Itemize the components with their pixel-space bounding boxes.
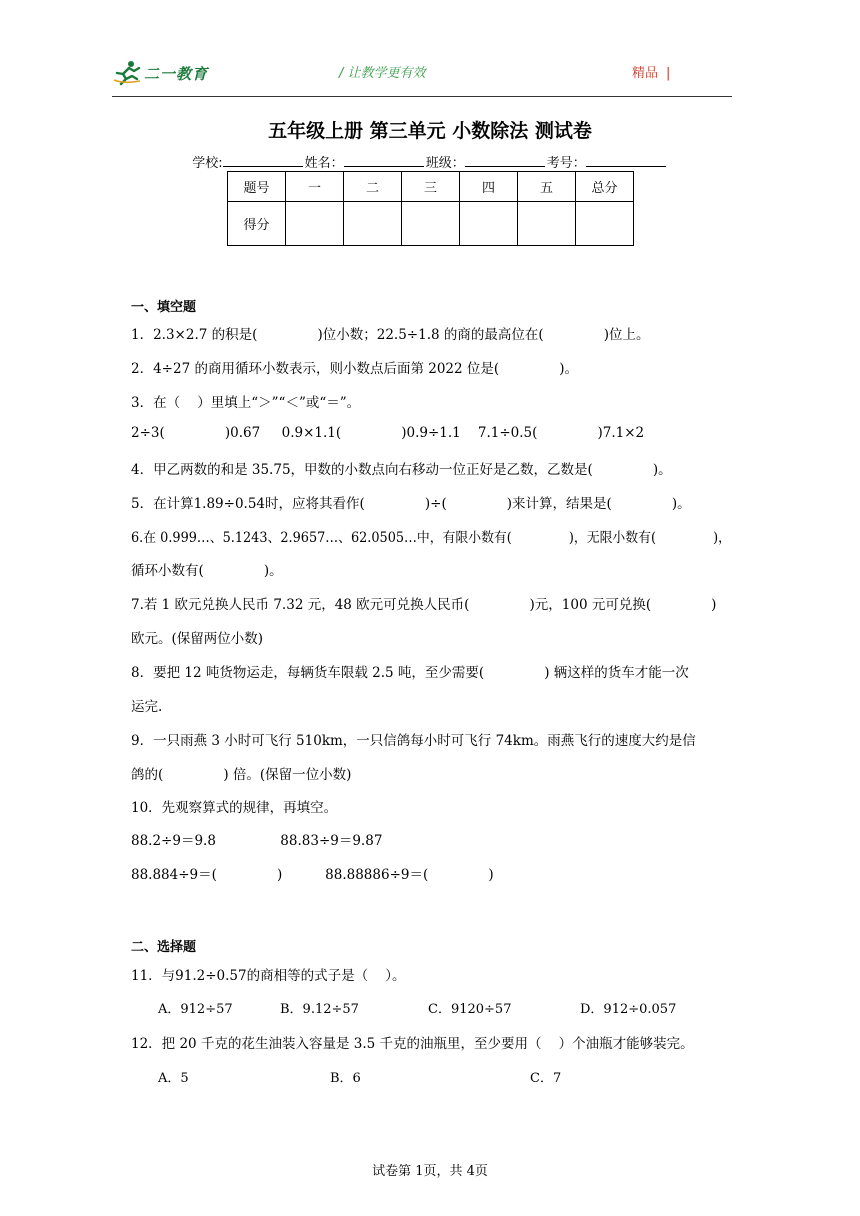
- score-header-cell: 四: [460, 172, 518, 202]
- choice-option[interactable]: B．9.12÷57: [280, 1002, 359, 1017]
- score-header-cell: 总分: [576, 172, 634, 202]
- quality-text: 精品: [632, 66, 659, 81]
- score-cell[interactable]: [286, 202, 344, 246]
- quality-label: [632, 62, 670, 81]
- score-header-cell: 二: [344, 172, 402, 202]
- question-line: 鸽的( ) 倍。(保留一位小数): [131, 767, 352, 783]
- choice-option[interactable]: C．9120÷57: [428, 1002, 512, 1017]
- header-rule: [112, 96, 732, 97]
- name-label: 姓名：: [304, 156, 344, 171]
- question-line: 7.若 1 欧元兑换人民币 7.32 元，48 欧元可兑换人民币( )元，100 元可兑换( ): [131, 597, 717, 613]
- question-line: 4．甲乙两数的和是 35.75，甲数的小数点向右移动一位正好是乙数，乙数是( )。: [131, 462, 672, 478]
- exam-no-label: 考号：: [546, 156, 586, 171]
- page-title: 五年级上册 第三单元 小数除法 测试卷: [268, 120, 592, 142]
- score-cell[interactable]: [576, 202, 634, 246]
- logo: [112, 60, 208, 86]
- score-cell[interactable]: [518, 202, 576, 246]
- section-title-multiple-choice: 二、选择题: [131, 940, 197, 955]
- score-table-header-row: [228, 172, 634, 202]
- score-header-cell: 一: [286, 172, 344, 202]
- score-row-label: 得分: [228, 202, 286, 246]
- score-table: [227, 171, 634, 246]
- score-header-cell: 五: [518, 172, 576, 202]
- choice-option[interactable]: D．912÷0.057: [580, 1002, 677, 1017]
- quality-divider: |: [666, 66, 671, 81]
- choice-option[interactable]: C．7: [530, 1071, 562, 1086]
- score-header-cell: 题号: [228, 172, 286, 202]
- class-label: 班级：: [425, 156, 465, 171]
- section-title-fill-blank: 一、填空题: [131, 300, 197, 315]
- question-line: 5．在计算1.89÷0.54时，应将其看作( )÷( )来计算，结果是( )。: [131, 496, 691, 512]
- question-line: 88.884÷9＝( ) 88.88886÷9＝( ): [131, 867, 494, 883]
- question-line: 9．一只雨燕 3 小时可飞行 510km，一只信鸽每小时可飞行 74km。雨燕飞行的速度大约是信: [131, 733, 696, 749]
- question-line: 8．要把 12 吨货物运走，每辆货车限载 2.5 吨，至少需要( ) 辆这样的货车才能一次: [131, 665, 689, 681]
- runner-logo-icon: [112, 60, 142, 86]
- question-stem: 11．与91.2÷0.57的商相等的式子是（ ）。: [131, 968, 406, 984]
- school-blank[interactable]: [223, 154, 303, 167]
- question-line: 循环小数有( )。: [131, 563, 283, 579]
- question-line: 1．2.3×2.7 的积是( )位小数；22.5÷1.8 的商的最高位在( )位上。: [131, 327, 650, 343]
- choice-option[interactable]: A．5: [158, 1071, 189, 1086]
- student-info-line: [0, 152, 860, 171]
- exam-no-blank[interactable]: [586, 154, 666, 167]
- question-line: 3．在（ ）里填上“＞”“＜”或“＝”。: [131, 395, 361, 411]
- score-cell[interactable]: [344, 202, 402, 246]
- page-footer: 试卷第 1页，共 4页: [372, 1164, 488, 1179]
- question-line: 6.在 0.999…、5.1243、2.9657…、62.0505…中，有限小数有( )，无限小数有( )，: [131, 530, 731, 546]
- school-label: 学校:: [192, 156, 223, 171]
- question-line: 88.2÷9＝9.8 88.83÷9＝9.87: [131, 833, 383, 849]
- logo-text: 二一教育: [144, 64, 209, 83]
- choice-option[interactable]: A．912÷57: [158, 1002, 233, 1017]
- score-table-score-row: [228, 202, 634, 246]
- question-stem: 12．把 20 千克的花生油装入容量是 3.5 千克的油瓶里，至少要用（ ）个油瓶才能够装完。: [131, 1036, 694, 1052]
- score-cell[interactable]: [460, 202, 518, 246]
- choice-option[interactable]: B．6: [330, 1071, 361, 1086]
- class-blank[interactable]: [465, 154, 545, 167]
- score-cell[interactable]: [402, 202, 460, 246]
- score-header-cell: 三: [402, 172, 460, 202]
- question-line: 欧元。(保留两位小数): [131, 631, 264, 647]
- question-line: 2．4÷27 的商用循环小数表示，则小数点后面第 2022 位是( )。: [131, 361, 579, 377]
- question-line: 10．先观察算式的规律，再填空。: [131, 800, 338, 816]
- name-blank[interactable]: [344, 154, 424, 167]
- question-line: 运完.: [131, 699, 163, 715]
- question-line: 2÷3( )0.67 0.9×1.1( )0.9÷1.1 7.1÷0.5( )7.1×2: [131, 425, 645, 441]
- page-header: [112, 56, 732, 98]
- slogan: / 让教学更有效: [339, 66, 426, 81]
